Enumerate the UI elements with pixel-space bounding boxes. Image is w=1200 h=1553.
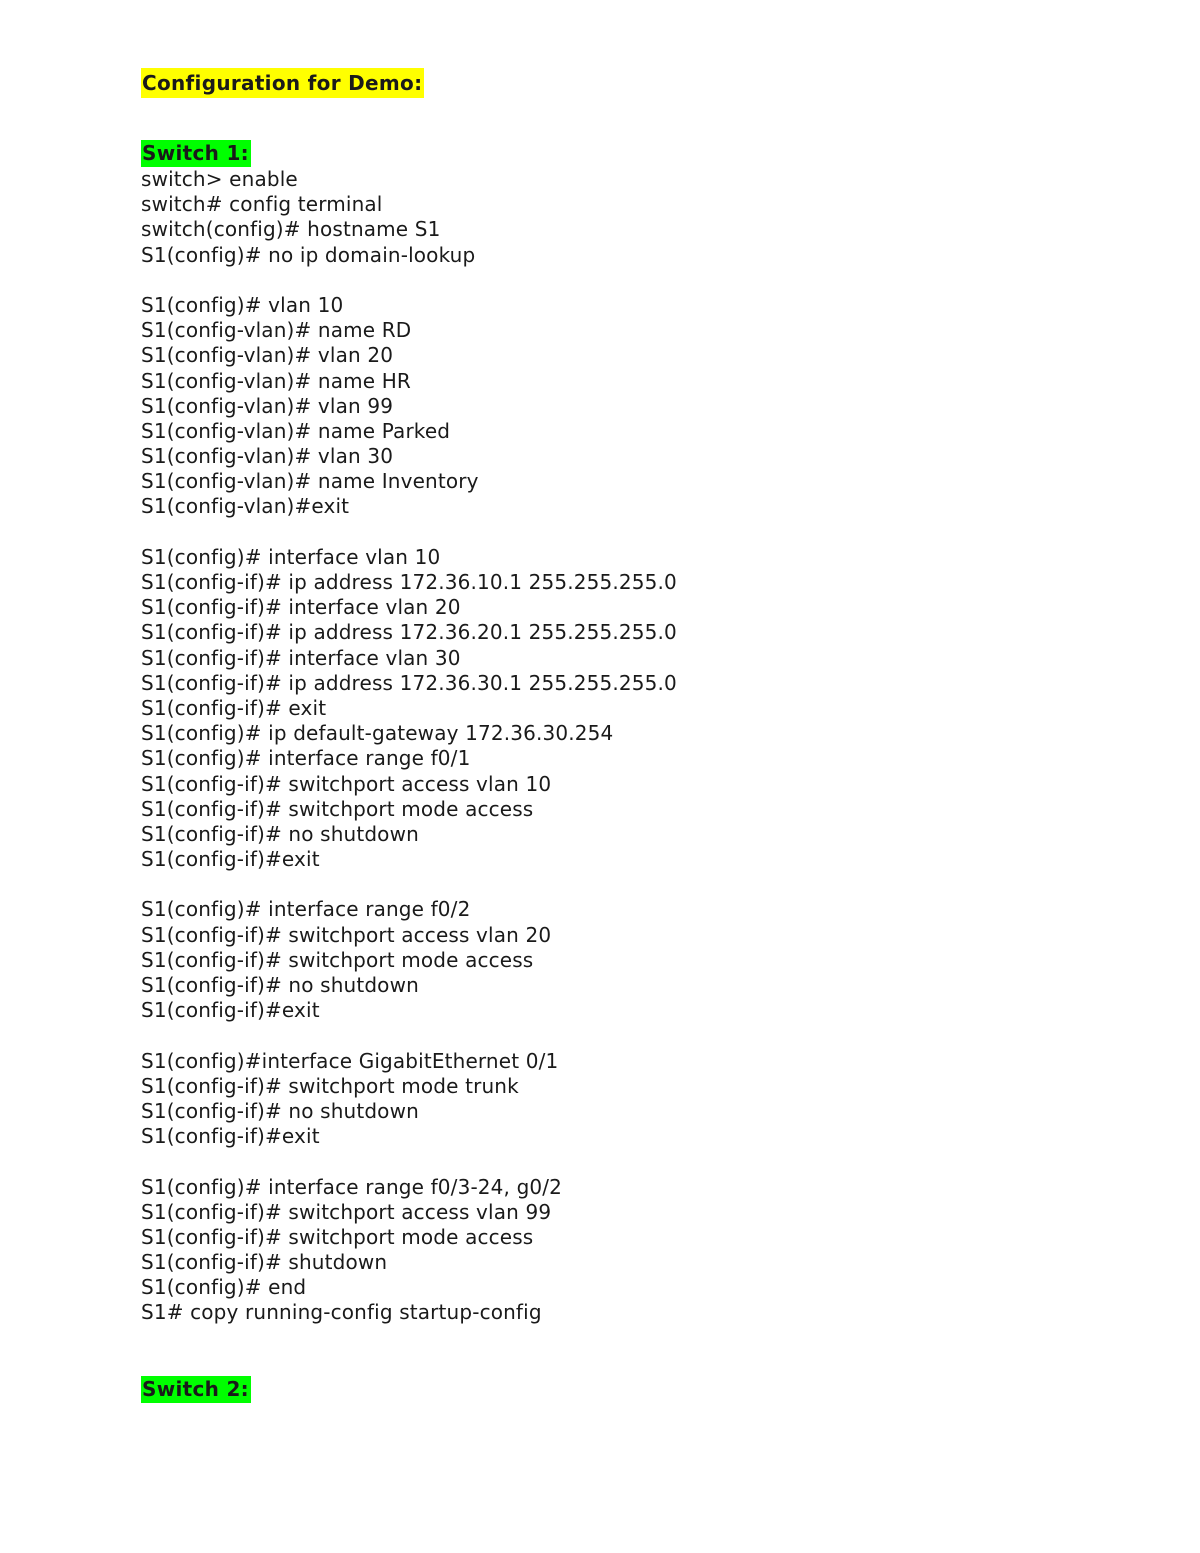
command-block — [141, 1049, 1141, 1150]
section-heading: Switch 1: — [142, 141, 249, 165]
command-line: S1(config)# no ip domain-lookup — [141, 242, 476, 267]
command-line: S1(config-if)#exit — [141, 847, 320, 872]
command-line: S1(config-vlan)# name Parked — [141, 418, 451, 443]
command-line: S1(config-vlan)# name HR — [141, 368, 411, 393]
command-line: S1(config-if)# switchport mode access — [141, 796, 534, 821]
document-title: Configuration for Demo: — [141, 68, 424, 98]
section-heading-row — [141, 1376, 1141, 1403]
command-line: S1(config-if)# switchport access vlan 10 — [141, 771, 552, 796]
section-heading-row — [141, 140, 1141, 167]
block-spacer — [141, 520, 1141, 545]
command-line: S1(config-if)# switchport mode access — [141, 1224, 534, 1249]
command-line: S1(config-if)# no shutdown — [141, 821, 419, 846]
command-line: switch(config)# hostname S1 — [141, 217, 441, 242]
command-line: S1(config-if)# no shutdown — [141, 1098, 419, 1123]
block-spacer — [141, 268, 1141, 293]
command-block — [141, 897, 1141, 1023]
command-line: S1(config)# vlan 10 — [141, 292, 344, 317]
section-heading: Switch 2: — [142, 1376, 249, 1401]
command-line: S1(config-vlan)# name RD — [141, 318, 412, 343]
command-line: S1(config)# interface vlan 10 — [141, 544, 441, 569]
command-line: S1(config-vlan)# vlan 20 — [141, 343, 394, 368]
command-line: switch# config terminal — [141, 192, 383, 217]
command-line: S1(config-vlan)# vlan 30 — [141, 444, 394, 469]
command-line: S1(config-if)# switchport access vlan 20 — [141, 922, 552, 947]
command-line: S1(config-if)# exit — [141, 695, 327, 720]
command-line: S1# copy running-config startup-config — [141, 1300, 542, 1325]
block-spacer — [141, 1023, 1141, 1048]
command-line: S1(config-vlan)#exit — [141, 494, 350, 519]
command-block — [141, 293, 1141, 520]
block-spacer — [141, 872, 1141, 897]
command-line: S1(config)# end — [141, 1275, 307, 1300]
command-line: S1(config-if)# no shutdown — [141, 973, 419, 997]
command-line: switch> enable — [141, 167, 298, 191]
command-line: S1(config-if)# switchport mode trunk — [141, 1073, 519, 1098]
command-line: S1(config-if)# switchport access vlan 99 — [141, 1199, 552, 1224]
command-line: S1(config-if)# switchport mode access — [141, 947, 534, 972]
command-block — [141, 167, 1141, 268]
command-line: S1(config)# interface range f0/3-24, g0/2 — [141, 1174, 563, 1199]
command-line: S1(config-if)#exit — [141, 998, 320, 1023]
command-line: S1(config-if)# ip address 172.36.30.1 255.255.255.0 — [141, 670, 677, 695]
command-line: S1(config)# interface range f0/1 — [141, 746, 471, 771]
command-line: S1(config-if)#exit — [141, 1124, 320, 1149]
title-spacer — [141, 98, 1141, 140]
document-title-row — [141, 68, 1141, 98]
command-line: S1(config-if)# shutdown — [141, 1250, 388, 1275]
command-line: S1(config-if)# interface vlan 30 — [141, 645, 461, 670]
sections-container — [141, 140, 1141, 1403]
command-line: S1(config)# ip default-gateway 172.36.30.254 — [141, 721, 614, 746]
config-section — [141, 1376, 1141, 1403]
command-block — [141, 1175, 1141, 1326]
command-line: S1(config)#interface GigabitEthernet 0/1 — [141, 1048, 559, 1073]
config-section — [141, 140, 1141, 1326]
command-line: S1(config-vlan)# vlan 99 — [141, 393, 394, 418]
command-block — [141, 545, 1141, 872]
section-spacer — [141, 1326, 1141, 1376]
document-page — [141, 68, 1141, 1403]
command-line: S1(config)# interface range f0/2 — [141, 897, 471, 922]
command-line: S1(config-vlan)# name Inventory — [141, 469, 479, 494]
command-line: S1(config-if)# ip address 172.36.20.1 255.255.255.0 — [141, 620, 677, 645]
block-spacer — [141, 1149, 1141, 1174]
command-line: S1(config-if)# interface vlan 20 — [141, 595, 461, 620]
command-line: S1(config-if)# ip address 172.36.10.1 255.255.255.0 — [141, 570, 677, 594]
